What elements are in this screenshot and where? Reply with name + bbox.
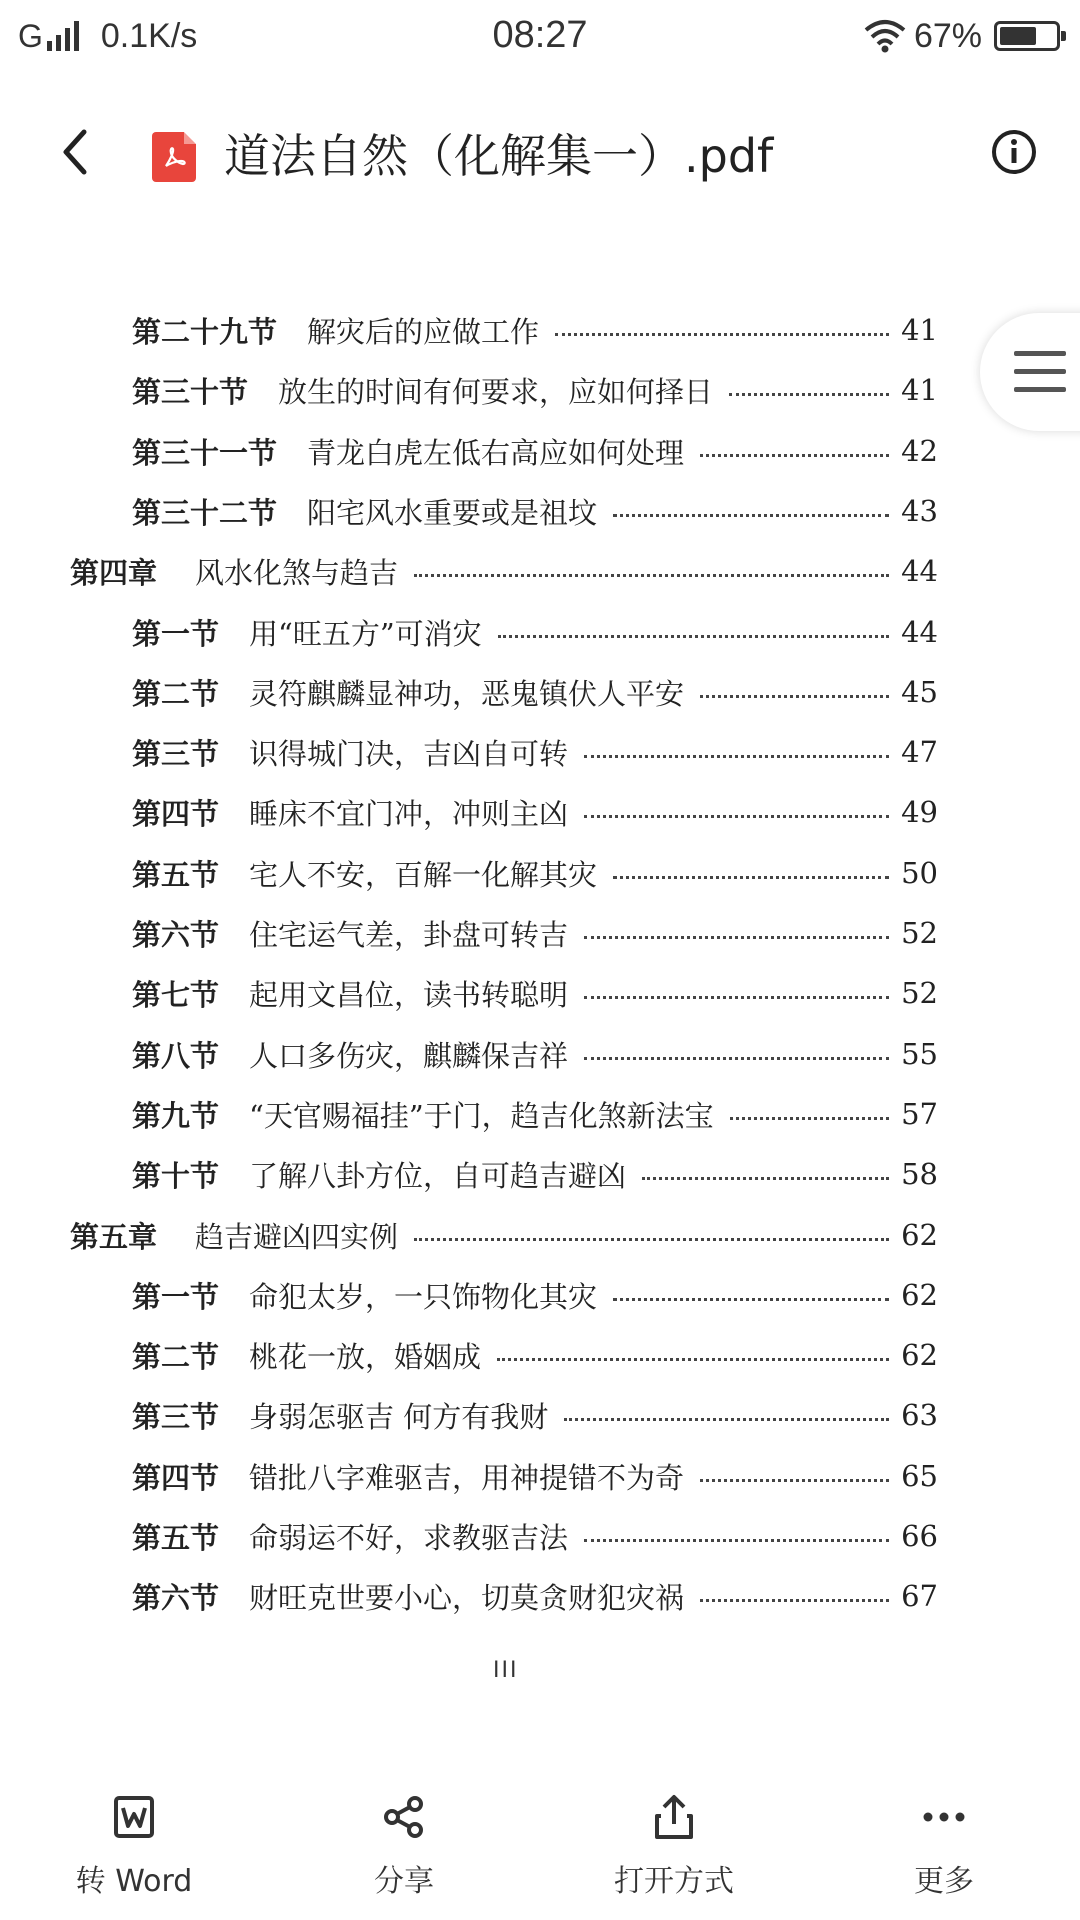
toc-leader-dots xyxy=(584,1539,889,1542)
title-bar xyxy=(0,110,1080,194)
toc-title: 用“旺五方”可消灾 xyxy=(249,616,482,651)
toc-label: 第四节 xyxy=(132,1460,220,1495)
toc-section-row xyxy=(132,360,938,420)
toc-page-number: 44 xyxy=(901,615,938,649)
toc-section-row xyxy=(132,421,938,481)
toc-label: 第三节 xyxy=(132,736,220,771)
toc-leader-dots xyxy=(414,574,889,577)
bottom-toolbar xyxy=(0,1760,1080,1920)
toc-page-number: 49 xyxy=(901,795,938,829)
toc-label: 第七节 xyxy=(132,977,220,1012)
toc-title: 趋吉避凶四实例 xyxy=(195,1219,399,1254)
toc-label: 第五节 xyxy=(132,1520,220,1555)
toc-title: 宅人不安，百解一化解其灾 xyxy=(249,857,598,892)
toc-page-number: 42 xyxy=(901,434,938,468)
toc-page-number: 52 xyxy=(901,976,938,1010)
open-with-label: 打开方式 xyxy=(614,1864,734,1899)
toc-section-row xyxy=(132,1265,938,1325)
toc-leader-dots xyxy=(414,1238,889,1241)
toc-page-number: 58 xyxy=(901,1157,938,1191)
toc-title: 阳宅风水重要或是祖坟 xyxy=(307,495,598,530)
toc-title: 桃花一放，婚姻成 xyxy=(249,1339,482,1374)
toc-page-number: 67 xyxy=(901,1579,938,1613)
pdf-icon xyxy=(152,132,196,182)
toc-title: 了解八卦方位，自可趋吉避凶 xyxy=(249,1158,627,1193)
toc-leader-dots xyxy=(729,393,889,396)
toc-label: 第四章 xyxy=(70,555,158,590)
system-indicators xyxy=(864,16,1060,56)
more-label: 更多 xyxy=(914,1864,974,1899)
toc-section-row xyxy=(132,903,938,963)
toc-label: 第一节 xyxy=(132,616,220,651)
toc-label: 第六节 xyxy=(132,917,220,952)
back-arrow-icon[interactable] xyxy=(48,122,108,182)
toc-label: 第六节 xyxy=(132,1580,220,1615)
toc-title: 人口多伤灾，麒麟保吉祥 xyxy=(249,1038,569,1073)
toc-section-row xyxy=(132,481,938,541)
toc-title: 住宅运气差，卦盘可转吉 xyxy=(249,917,569,952)
network-speed: 0.1K/s xyxy=(100,16,198,55)
toc-chapter-row xyxy=(70,1205,938,1265)
toc-page-number: 66 xyxy=(901,1519,938,1553)
toc-page-number: 45 xyxy=(901,675,938,709)
toc-page-number: 44 xyxy=(901,554,938,588)
toc-leader-dots xyxy=(700,454,889,457)
toc-page-number: 52 xyxy=(901,916,938,950)
info-icon[interactable] xyxy=(990,128,1038,176)
toc-title: 放生的时间有何要求，应如何择日 xyxy=(278,374,714,409)
toc-title: 睡床不宜门冲，冲则主凶 xyxy=(249,796,569,831)
toc-page-number: 62 xyxy=(901,1218,938,1252)
toc-section-row xyxy=(132,722,938,782)
toc-page-number: 47 xyxy=(901,735,938,769)
convert-word-label: 转 Word xyxy=(75,1864,193,1899)
toc-title: 财旺克世要小心，切莫贪财犯灾祸 xyxy=(249,1580,685,1615)
toc-page-number: 41 xyxy=(901,313,938,347)
toc-title: 起用文昌位，读书转聪明 xyxy=(249,977,569,1012)
toc-section-row xyxy=(132,1325,938,1385)
network-type: G xyxy=(18,17,43,54)
toc-section-row xyxy=(132,602,938,662)
wifi-icon xyxy=(864,19,906,53)
toc-label: 第二节 xyxy=(132,676,220,711)
toc-section-row xyxy=(132,782,938,842)
toc-leader-dots xyxy=(584,755,889,758)
document-title: 道法自然（化解集一）.pdf xyxy=(224,129,774,183)
toc-label: 第三十节 xyxy=(132,374,249,409)
toc-label: 第九节 xyxy=(132,1098,220,1133)
toc-leader-dots xyxy=(584,936,889,939)
toc-section-row xyxy=(132,843,938,903)
toc-section-row xyxy=(132,662,938,722)
toc-leader-dots xyxy=(700,695,889,698)
toc-label: 第二节 xyxy=(132,1339,220,1374)
toc-section-row xyxy=(132,1144,938,1204)
toc-label: 第五节 xyxy=(132,857,220,892)
word-convert-icon xyxy=(109,1792,159,1842)
toc-page-number: 62 xyxy=(901,1278,938,1312)
convert-word-button[interactable] xyxy=(34,1760,234,1900)
toc-leader-dots xyxy=(700,1599,889,1602)
toc-section-row xyxy=(132,963,938,1023)
toc-label: 第八节 xyxy=(132,1038,220,1073)
toc-section-row xyxy=(132,1084,938,1144)
toc-label: 第五章 xyxy=(70,1219,158,1254)
toc-label: 第三节 xyxy=(132,1399,220,1434)
toc-page-number: 43 xyxy=(901,494,938,528)
toc-leader-dots xyxy=(584,815,889,818)
toc-title: 识得城门决，吉凶自可转 xyxy=(249,736,569,771)
toc-section-row xyxy=(132,1446,938,1506)
toc-title: 风水化煞与趋吉 xyxy=(195,555,399,590)
toc-leader-dots xyxy=(497,1358,889,1361)
toc-title: 身弱怎驱吉 何方有我财 xyxy=(249,1399,549,1434)
toc-page-number: 55 xyxy=(901,1037,938,1071)
toc-chapter-row xyxy=(70,541,938,601)
toc-section-row xyxy=(132,1566,938,1626)
toc-leader-dots xyxy=(613,876,889,879)
toc-page-number: 50 xyxy=(901,856,938,890)
toc-label: 第四节 xyxy=(132,796,220,831)
toc-leader-dots xyxy=(584,996,889,999)
toc-section-row xyxy=(132,300,938,360)
toc-leader-dots xyxy=(613,1298,889,1301)
toc-label: 第二十九节 xyxy=(132,314,278,349)
toc-label: 第十节 xyxy=(132,1158,220,1193)
toc-section-row xyxy=(132,1024,938,1084)
toc-leader-dots xyxy=(730,1117,889,1120)
toc-page-number: 57 xyxy=(901,1097,938,1131)
toc-title: 灵符麒麟显神功，恶鬼镇伏人平安 xyxy=(249,676,685,711)
more-icon xyxy=(919,1792,969,1842)
menu-line xyxy=(1014,387,1066,392)
toc-label: 第三十二节 xyxy=(132,495,278,530)
more-button[interactable] xyxy=(844,1760,1044,1900)
share-label: 分享 xyxy=(374,1864,434,1899)
toc-leader-dots xyxy=(700,1479,889,1482)
toc-title: 命犯太岁，一只饰物化其灾 xyxy=(249,1279,598,1314)
toc-title: 青龙白虎左低右高应如何处理 xyxy=(307,435,685,470)
toc-title: 命弱运不好，求教驱吉法 xyxy=(249,1520,569,1555)
toc-page-number: 65 xyxy=(901,1459,938,1493)
status-bar xyxy=(0,0,1080,78)
toc-label: 第三十一节 xyxy=(132,435,278,470)
clock: 08:27 xyxy=(492,14,588,56)
share-button[interactable] xyxy=(304,1760,504,1900)
menu-line xyxy=(1014,369,1066,374)
toc-page-number: 62 xyxy=(901,1338,938,1372)
toc-section-row xyxy=(132,1506,938,1566)
toc-leader-dots xyxy=(642,1177,889,1180)
open-with-icon xyxy=(649,1792,699,1842)
toc-leader-dots xyxy=(498,635,889,638)
toc-page-number: 63 xyxy=(901,1398,938,1432)
toc-page-number: 41 xyxy=(901,373,938,407)
battery-icon xyxy=(994,21,1060,51)
share-icon xyxy=(379,1792,429,1842)
battery-percent: 67% xyxy=(913,16,982,55)
toc-label: 第一节 xyxy=(132,1279,220,1314)
toc-title: “天官赐福挂”于门，趋吉化煞新法宝 xyxy=(249,1098,714,1133)
side-menu-handle[interactable] xyxy=(980,313,1080,431)
page-number: III xyxy=(493,1658,519,1683)
open-with-button[interactable] xyxy=(574,1760,774,1900)
toc-leader-dots xyxy=(613,514,889,517)
toc-leader-dots xyxy=(555,333,889,336)
toc-title: 解灾后的应做工作 xyxy=(307,314,540,349)
menu-lines-icon xyxy=(1014,351,1066,356)
toc-leader-dots xyxy=(564,1418,889,1421)
toc-title: 错批八字难驱吉，用神提错不为奇 xyxy=(249,1460,685,1495)
toc-leader-dots xyxy=(584,1057,889,1060)
toc-section-row xyxy=(132,1385,938,1445)
